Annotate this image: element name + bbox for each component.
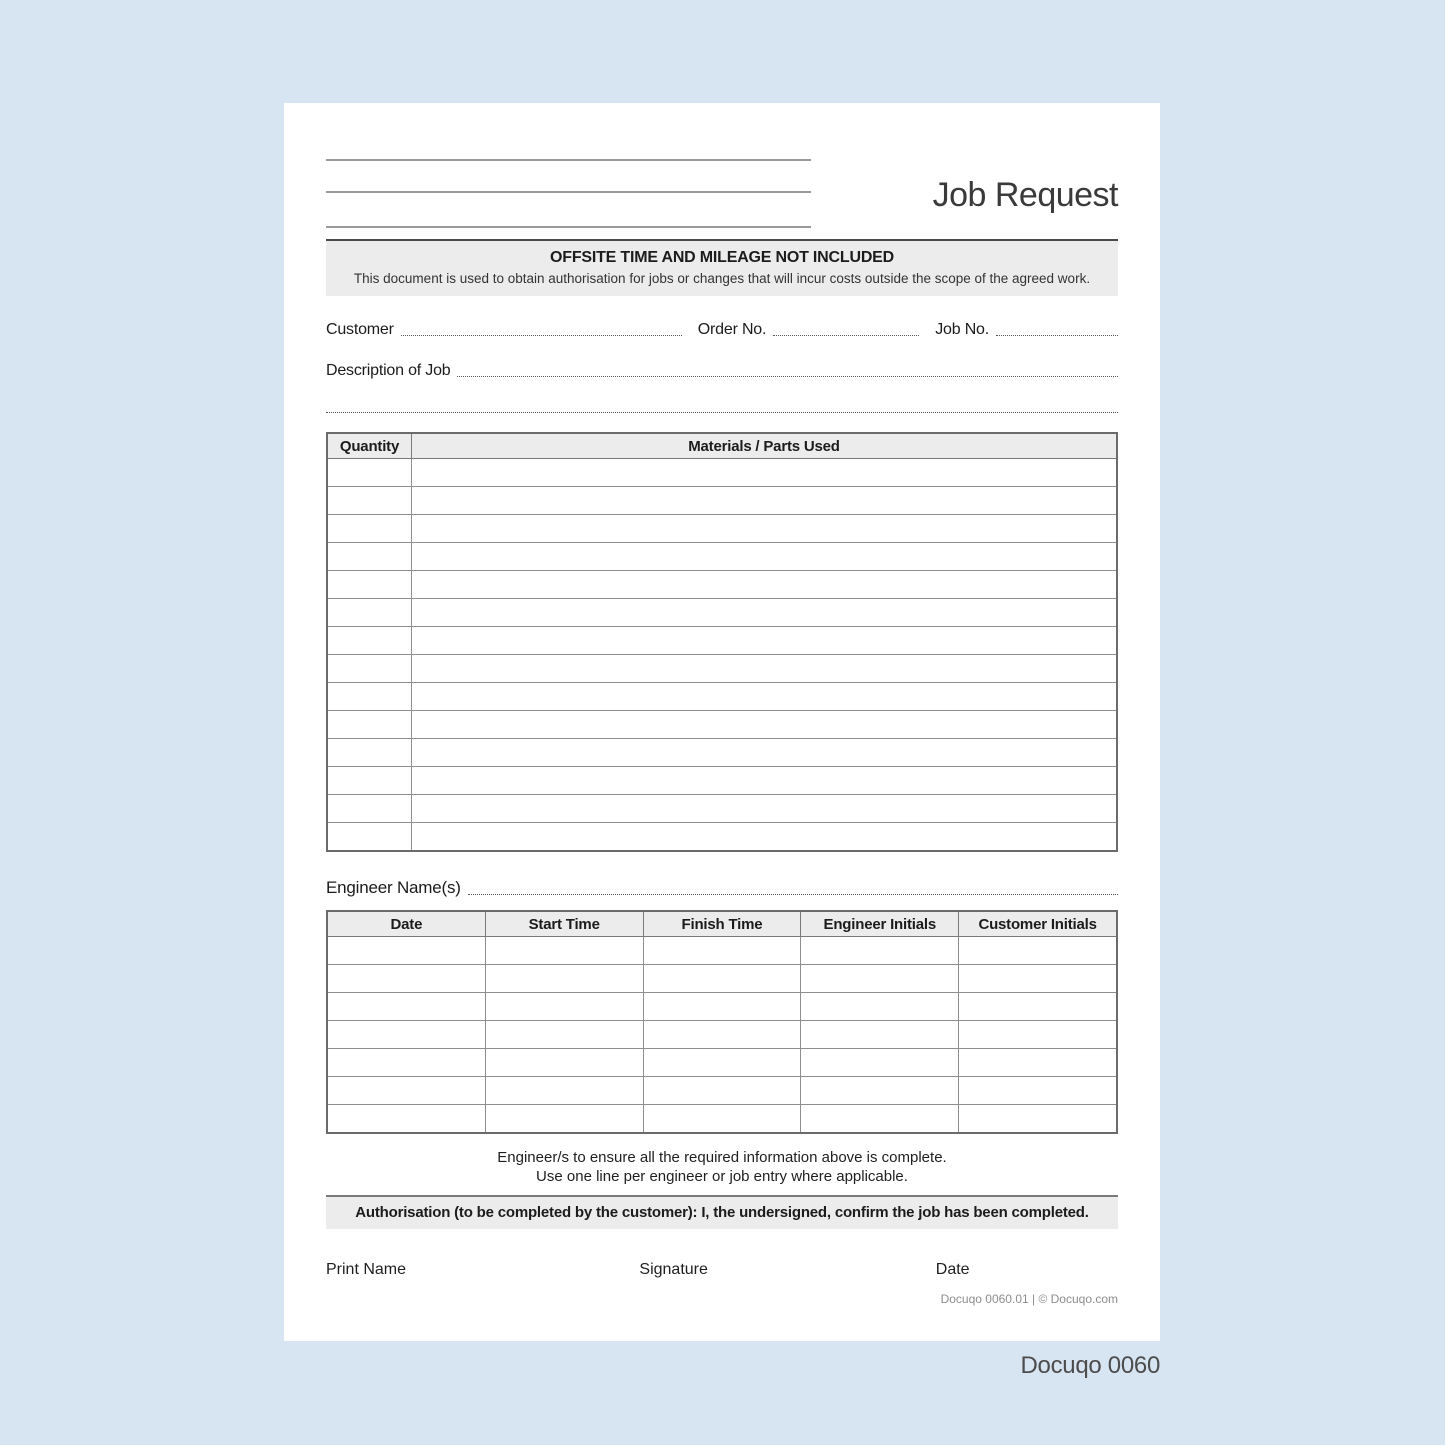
empty-cell xyxy=(801,1049,959,1077)
order-no-label: Order No. xyxy=(697,321,767,338)
empty-cell xyxy=(327,1049,485,1077)
table-row xyxy=(327,543,1117,571)
empty-cell xyxy=(327,683,412,711)
time-table-header-row xyxy=(327,911,1117,937)
empty-cell xyxy=(327,965,485,993)
engineer-names-row xyxy=(326,878,1118,898)
empty-cell xyxy=(327,1077,485,1105)
quantity-header: Quantity xyxy=(327,433,412,459)
empty-cell xyxy=(412,627,1118,655)
document-footer: Docuqo 0060.01 | © Docuqo.com xyxy=(940,1292,1118,1306)
date-header: Date xyxy=(327,911,485,937)
instruction-line-2: Use one line per engineer or job entry where applicable. xyxy=(536,1168,908,1185)
table-row xyxy=(327,683,1117,711)
table-row xyxy=(327,965,1117,993)
description-label: Description of Job xyxy=(326,362,451,379)
print-name-segment xyxy=(326,1261,626,1279)
empty-cell xyxy=(327,487,412,515)
empty-cell xyxy=(801,1021,959,1049)
order-no-field xyxy=(773,334,919,336)
empty-cell xyxy=(327,459,412,487)
print-name-label: Print Name xyxy=(326,1261,407,1278)
table-row xyxy=(327,823,1117,852)
description-field xyxy=(457,375,1118,377)
materials-table xyxy=(326,432,1118,852)
letterhead xyxy=(326,103,1118,239)
empty-cell xyxy=(959,1021,1117,1049)
empty-cell xyxy=(959,993,1117,1021)
empty-cell xyxy=(643,1021,801,1049)
empty-cell xyxy=(327,627,412,655)
empty-cell xyxy=(801,1105,959,1134)
table-row xyxy=(327,599,1117,627)
table-row xyxy=(327,711,1117,739)
empty-cell xyxy=(412,711,1118,739)
empty-cell xyxy=(412,543,1118,571)
empty-cell xyxy=(327,1021,485,1049)
letterhead-blank-line xyxy=(326,226,811,228)
signature-label: Signature xyxy=(639,1261,708,1278)
table-row xyxy=(327,937,1117,965)
empty-cell xyxy=(327,767,412,795)
table-row xyxy=(327,993,1117,1021)
empty-cell xyxy=(412,795,1118,823)
table-row xyxy=(327,655,1117,683)
empty-cell xyxy=(327,993,485,1021)
signature-segment xyxy=(639,1261,921,1279)
engineer-initials-header: Engineer Initials xyxy=(801,911,959,937)
page-title: Job Request xyxy=(932,176,1118,214)
customer-order-job-row xyxy=(326,321,1118,339)
empty-cell xyxy=(485,937,643,965)
empty-cell xyxy=(412,739,1118,767)
empty-cell xyxy=(643,993,801,1021)
empty-cell xyxy=(801,1077,959,1105)
empty-cell xyxy=(412,655,1118,683)
empty-cell xyxy=(412,571,1118,599)
table-row xyxy=(327,571,1117,599)
notice-heading: OFFSITE TIME AND MILEAGE NOT INCLUDED xyxy=(550,249,894,266)
customer-field xyxy=(401,334,682,336)
finish-time-header: Finish Time xyxy=(643,911,801,937)
table-row xyxy=(327,795,1117,823)
table-row xyxy=(327,1021,1117,1049)
empty-cell xyxy=(327,655,412,683)
empty-cell xyxy=(485,1105,643,1134)
empty-cell xyxy=(327,571,412,599)
empty-cell xyxy=(327,739,412,767)
empty-cell xyxy=(412,487,1118,515)
empty-cell xyxy=(801,993,959,1021)
empty-cell xyxy=(801,965,959,993)
customer-initials-header: Customer Initials xyxy=(959,911,1117,937)
time-table xyxy=(326,910,1118,1134)
empty-cell xyxy=(643,1105,801,1134)
empty-cell xyxy=(801,937,959,965)
description-field-line2 xyxy=(326,411,1118,413)
empty-cell xyxy=(327,823,412,852)
job-no-field xyxy=(996,334,1118,336)
materials-table-header-row xyxy=(327,433,1117,459)
letterhead-blank-line xyxy=(326,159,811,161)
form-page xyxy=(284,103,1160,1341)
job-no-label: Job No. xyxy=(935,321,989,338)
table-row xyxy=(327,767,1117,795)
empty-cell xyxy=(327,1105,485,1134)
table-row xyxy=(327,1077,1117,1105)
notice-banner xyxy=(326,241,1118,296)
empty-cell xyxy=(643,937,801,965)
start-time-header: Start Time xyxy=(485,911,643,937)
letterhead-blank-line xyxy=(326,191,811,193)
materials-header: Materials / Parts Used xyxy=(412,433,1118,459)
empty-cell xyxy=(485,1021,643,1049)
date-label: Date xyxy=(935,1261,970,1278)
engineer-names-field xyxy=(468,893,1118,895)
empty-cell xyxy=(412,515,1118,543)
empty-cell xyxy=(412,599,1118,627)
materials-table-body xyxy=(327,459,1117,852)
table-row xyxy=(327,487,1117,515)
empty-cell xyxy=(959,965,1117,993)
table-row xyxy=(327,627,1117,655)
empty-cell xyxy=(327,543,412,571)
empty-cell xyxy=(412,823,1118,852)
empty-cell xyxy=(327,711,412,739)
empty-cell xyxy=(643,1049,801,1077)
empty-cell xyxy=(485,993,643,1021)
empty-cell xyxy=(327,599,412,627)
table-row xyxy=(327,1105,1117,1134)
instructions xyxy=(326,1148,1118,1186)
empty-cell xyxy=(412,683,1118,711)
empty-cell xyxy=(643,1077,801,1105)
empty-cell xyxy=(327,515,412,543)
table-row xyxy=(327,515,1117,543)
empty-cell xyxy=(327,937,485,965)
empty-cell xyxy=(485,1077,643,1105)
table-row xyxy=(327,739,1117,767)
notice-subtext: This document is used to obtain authorisation for jobs or changes that will incur costs outside the scope of the agreed work. xyxy=(353,271,1091,286)
template-id-label: Docuqo 0060 xyxy=(1020,1352,1160,1379)
empty-cell xyxy=(412,459,1118,487)
engineer-names-label: Engineer Name(s) xyxy=(326,878,461,897)
customer-label: Customer xyxy=(326,321,394,338)
empty-cell xyxy=(959,1049,1117,1077)
time-table-body xyxy=(327,937,1117,1134)
empty-cell xyxy=(959,1105,1117,1134)
empty-cell xyxy=(327,795,412,823)
empty-cell xyxy=(643,965,801,993)
empty-cell xyxy=(959,1077,1117,1105)
table-row xyxy=(327,1049,1117,1077)
empty-cell xyxy=(959,937,1117,965)
date-segment xyxy=(936,1261,1118,1279)
signature-row xyxy=(326,1261,1118,1279)
table-row xyxy=(327,459,1117,487)
empty-cell xyxy=(485,965,643,993)
empty-cell xyxy=(485,1049,643,1077)
empty-cell xyxy=(412,767,1118,795)
description-row xyxy=(326,362,1118,380)
instruction-line-1: Engineer/s to ensure all the required information above is complete. xyxy=(497,1149,947,1166)
authorisation-banner: Authorisation (to be completed by the customer): I, the undersigned, confirm the job has been completed. xyxy=(326,1195,1118,1229)
